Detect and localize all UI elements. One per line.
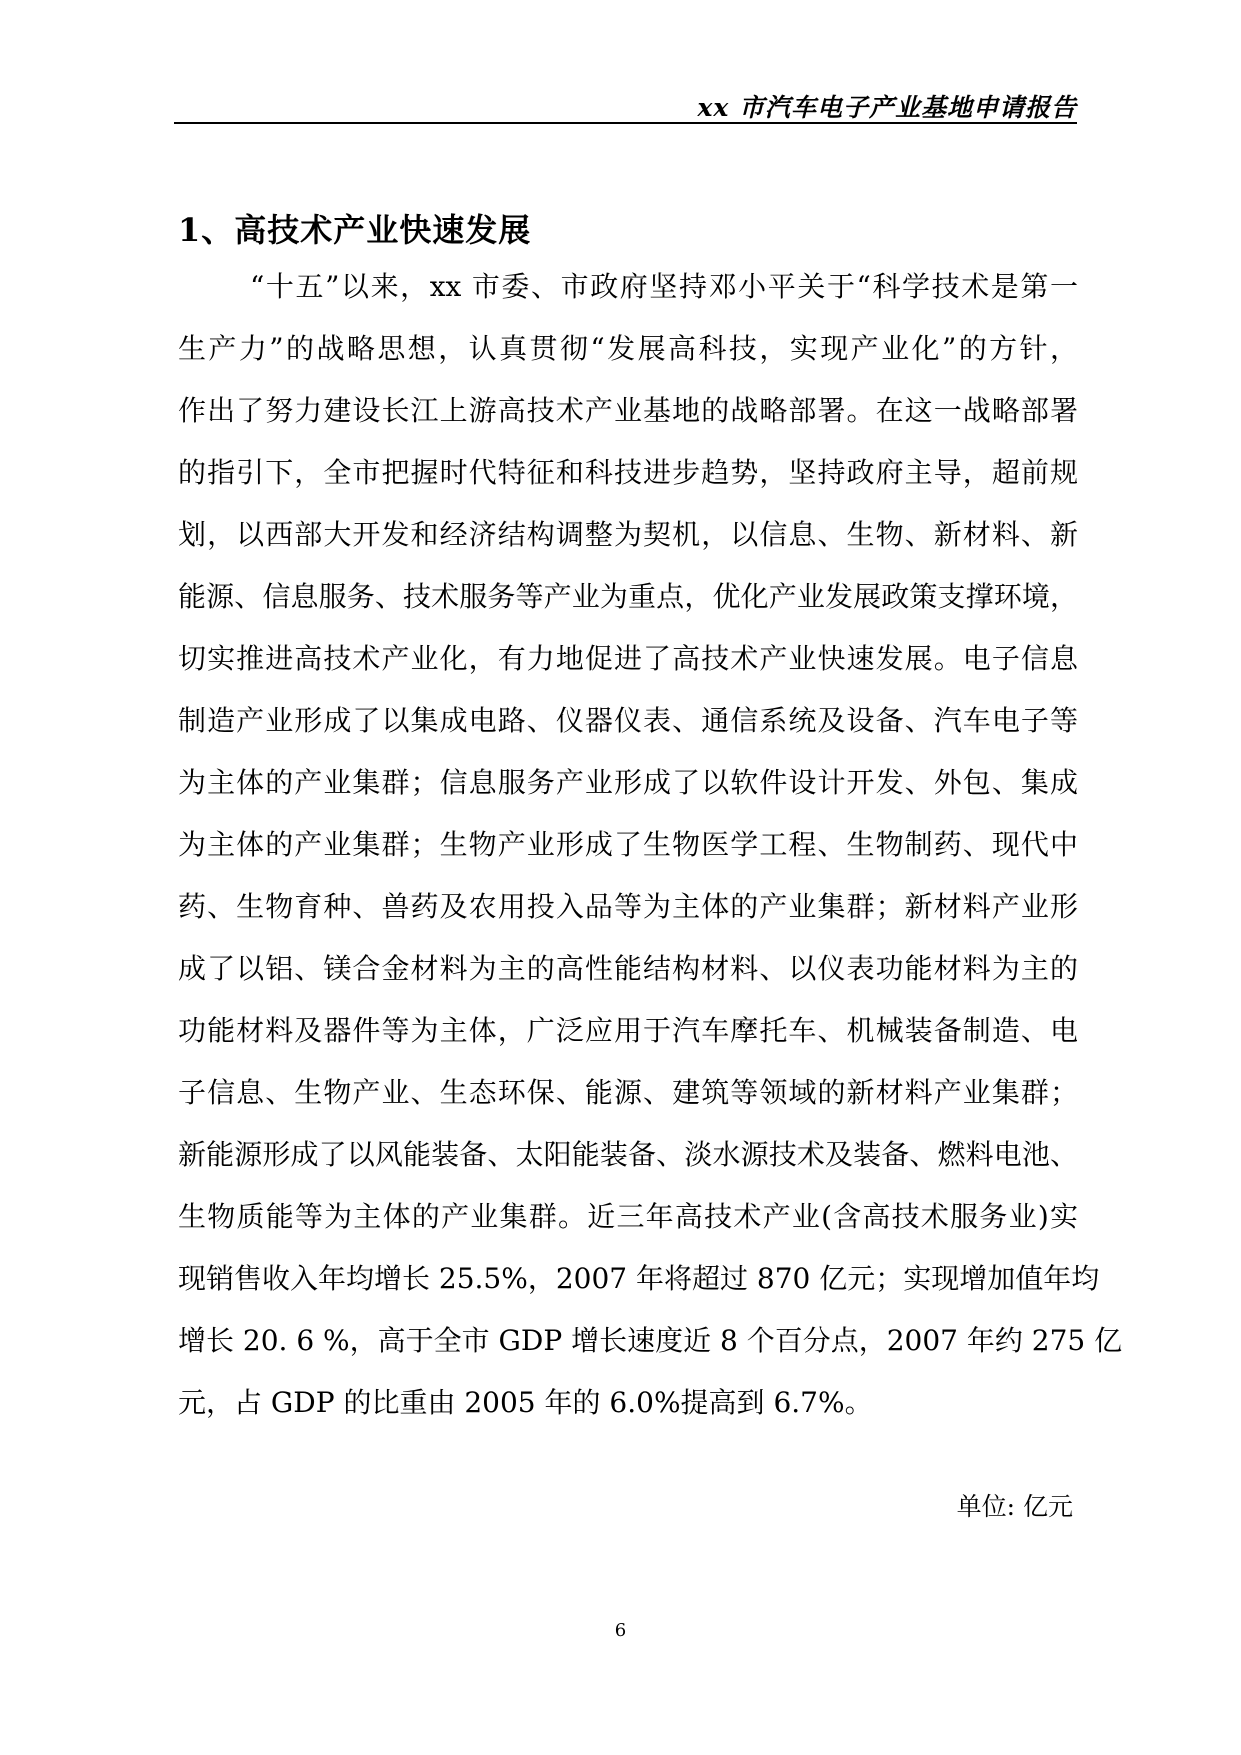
paragraph-line: 生物质能等为主体的产业集群。近三年高技术产业(含高技术服务业)实	[178, 1200, 1078, 1233]
paragraph-line: 切实推进高技术产业化，有力地促进了高技术产业快速发展。电子信息	[178, 642, 1078, 675]
paragraph-line: 新能源形成了以风能装备、太阳能装备、淡水源技术及装备、燃料电池、	[178, 1138, 1078, 1171]
paragraph-line: “十五”以来，xx 市委、市政府坚持邓小平关于“科学技术是第一	[250, 270, 1078, 303]
page-number: 6	[614, 1620, 627, 1641]
header-rule	[174, 122, 1077, 124]
paragraph-line: 元，占 GDP 的比重由 2005 年的 6.0%提高到 6.7%。	[178, 1386, 873, 1419]
paragraph-line: 成了以铝、镁合金材料为主的高性能结构材料、以仪表功能材料为主的	[178, 952, 1078, 985]
paragraph-line: 为主体的产业集群；信息服务产业形成了以软件设计开发、外包、集成	[178, 766, 1078, 799]
paragraph-line: 子信息、生物产业、生态环保、能源、建筑等领域的新材料产业集群；	[178, 1076, 1078, 1109]
body-paragraph	[178, 256, 1123, 1434]
paragraph-line: 药、生物育种、兽药及农用投入品等为主体的产业集群；新材料产业形	[178, 890, 1078, 923]
paragraph-line: 作出了努力建设长江上游高技术产业基地的战略部署。在这一战略部署	[178, 394, 1078, 427]
section-heading: 1、高技术产业快速发展	[178, 211, 532, 249]
paragraph-line: 能源、信息服务、技术服务等产业为重点，优化产业发展政策支撑环境，	[178, 580, 1078, 613]
paragraph-line: 现销售收入年均增长 25.5%，2007 年将超过 870 亿元；实现增加值年均	[178, 1262, 1100, 1295]
unit-note: 单位: 亿元	[956, 1492, 1073, 1521]
paragraph-line: 生产力”的战略思想，认真贯彻“发展高科技，实现产业化”的方针，	[178, 332, 1078, 365]
paragraph-line: 的指引下，全市把握时代特征和科技进步趋势，坚持政府主导，超前规	[178, 456, 1078, 489]
paragraph-line: 为主体的产业集群；生物产业形成了生物医学工程、生物制药、现代中	[178, 828, 1078, 861]
paragraph-line: 制造产业形成了以集成电路、仪器仪表、通信系统及设备、汽车电子等	[178, 704, 1078, 737]
paragraph-line: 功能材料及器件等为主体，广泛应用于汽车摩托车、机械装备制造、电	[178, 1014, 1078, 1047]
paragraph-line: 划，以西部大开发和经济结构调整为契机，以信息、生物、新材料、新	[178, 518, 1078, 551]
paragraph-line: 增长 20. 6 %，高于全市 GDP 增长速度近 8 个百分点，2007 年约 275 亿	[178, 1324, 1123, 1357]
header-title: xx 市汽车电子产业基地申请报告	[697, 93, 1077, 122]
